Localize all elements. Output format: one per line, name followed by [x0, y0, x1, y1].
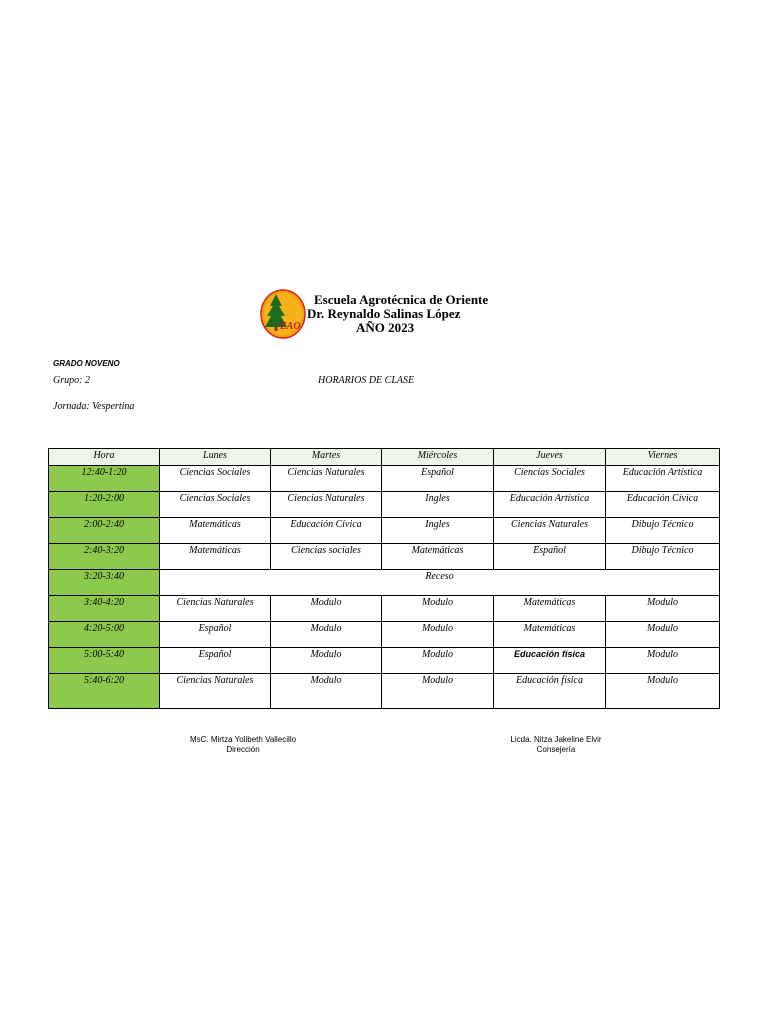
subject-cell: Educación Cívica — [271, 518, 382, 544]
subject-cell: Ciencias Naturales — [271, 492, 382, 518]
subject-cell: Matemáticas — [382, 544, 494, 570]
subject-cell: Ingles — [382, 518, 494, 544]
subject-cell: Español — [494, 544, 606, 570]
subject-cell: Modulo — [606, 674, 720, 709]
table-row — [49, 466, 720, 492]
subject-cell: Ciencias Naturales — [160, 596, 271, 622]
subject-cell: Educación física — [494, 674, 606, 709]
signature-role: Dirección — [226, 745, 260, 754]
header-martes: Martes — [271, 449, 382, 466]
header-viernes: Viernes — [606, 449, 720, 466]
grade-label: GRADO NOVENO — [53, 359, 120, 368]
time-cell: 3:20-3:40 — [49, 570, 160, 596]
recess-cell: Receso — [160, 570, 720, 596]
time-cell: 1:20-2:00 — [49, 492, 160, 518]
subject-cell: Ciencias Sociales — [160, 492, 271, 518]
time-cell: 2:00-2:40 — [49, 518, 160, 544]
header-hora: Hora — [49, 449, 160, 466]
table-row — [49, 674, 720, 709]
subject-cell: Modulo — [271, 648, 382, 674]
table-row — [49, 492, 720, 518]
subject-cell: Ciencias Naturales — [160, 674, 271, 709]
signature-role: Consejería — [536, 745, 576, 754]
header-lunes: Lunes — [160, 449, 271, 466]
signature-direccion — [170, 735, 316, 754]
logo-text: EAO — [280, 321, 301, 332]
schedule-table — [48, 448, 720, 709]
subject-cell: Español — [160, 622, 271, 648]
subject-cell: Modulo — [382, 674, 494, 709]
time-cell: 5:40-6:20 — [49, 674, 160, 709]
subject-cell: Ciencias Sociales — [160, 466, 271, 492]
subject-cell: Matemáticas — [494, 622, 606, 648]
table-row — [49, 544, 720, 570]
shift-label: Jornada: Vespertina — [53, 401, 135, 412]
signature-consejeria — [490, 735, 622, 754]
subject-cell: Ciencias Naturales — [271, 466, 382, 492]
signature-name: Licda. Nitza Jakeline Elvir — [510, 735, 602, 744]
subject-cell: Modulo — [382, 596, 494, 622]
table-row — [49, 518, 720, 544]
school-subtitle: Dr. Reynaldo Salinas López — [307, 306, 461, 321]
subject-cell: Modulo — [271, 674, 382, 709]
subject-cell: Modulo — [606, 596, 720, 622]
subject-cell: Español — [382, 466, 494, 492]
table-row — [49, 596, 720, 622]
subject-cell: Educación física — [494, 648, 606, 674]
signature-name: MsC. Mirtza Yolibeth Vallecillo — [189, 735, 297, 744]
subject-cell: Modulo — [606, 648, 720, 674]
time-cell: 5:00-5:40 — [49, 648, 160, 674]
school-logo — [260, 289, 306, 339]
subject-cell: Modulo — [606, 622, 720, 648]
subject-cell: Ciencias Sociales — [494, 466, 606, 492]
subject-cell: Educación Cívica — [606, 492, 720, 518]
subject-cell: Modulo — [382, 648, 494, 674]
subject-cell: Dibujo Técnico — [606, 544, 720, 570]
time-cell: 3:40-4:20 — [49, 596, 160, 622]
subject-cell: Español — [160, 648, 271, 674]
table-header-row — [49, 449, 720, 466]
header-miercoles: Miércoles — [382, 449, 494, 466]
schedule-title: HORARIOS DE CLASE — [318, 375, 415, 386]
subject-cell: Ciencias Naturales — [494, 518, 606, 544]
subject-cell: Matemáticas — [160, 544, 271, 570]
time-cell: 12:40-1:20 — [49, 466, 160, 492]
group-label: Grupo: 2 — [53, 375, 90, 386]
subject-cell: Educación Artística — [606, 466, 720, 492]
time-cell: 2:40-3:20 — [49, 544, 160, 570]
time-cell: 4:20-5:00 — [49, 622, 160, 648]
subject-cell: Modulo — [271, 596, 382, 622]
table-row — [49, 622, 720, 648]
subject-cell: Educación Artística — [494, 492, 606, 518]
subject-cell: Matemáticas — [160, 518, 271, 544]
subject-cell: Matemáticas — [494, 596, 606, 622]
table-row — [49, 648, 720, 674]
subject-cell: Modulo — [382, 622, 494, 648]
subject-cell: Dibujo Técnico — [606, 518, 720, 544]
school-name: Escuela Agrotécnica de Oriente — [314, 292, 489, 307]
table-row-recess — [49, 570, 720, 596]
header-jueves: Jueves — [494, 449, 606, 466]
school-year: AÑO 2023 — [356, 320, 415, 335]
subject-cell: Ingles — [382, 492, 494, 518]
subject-cell: Modulo — [271, 622, 382, 648]
subject-cell: Ciencias sociales — [271, 544, 382, 570]
